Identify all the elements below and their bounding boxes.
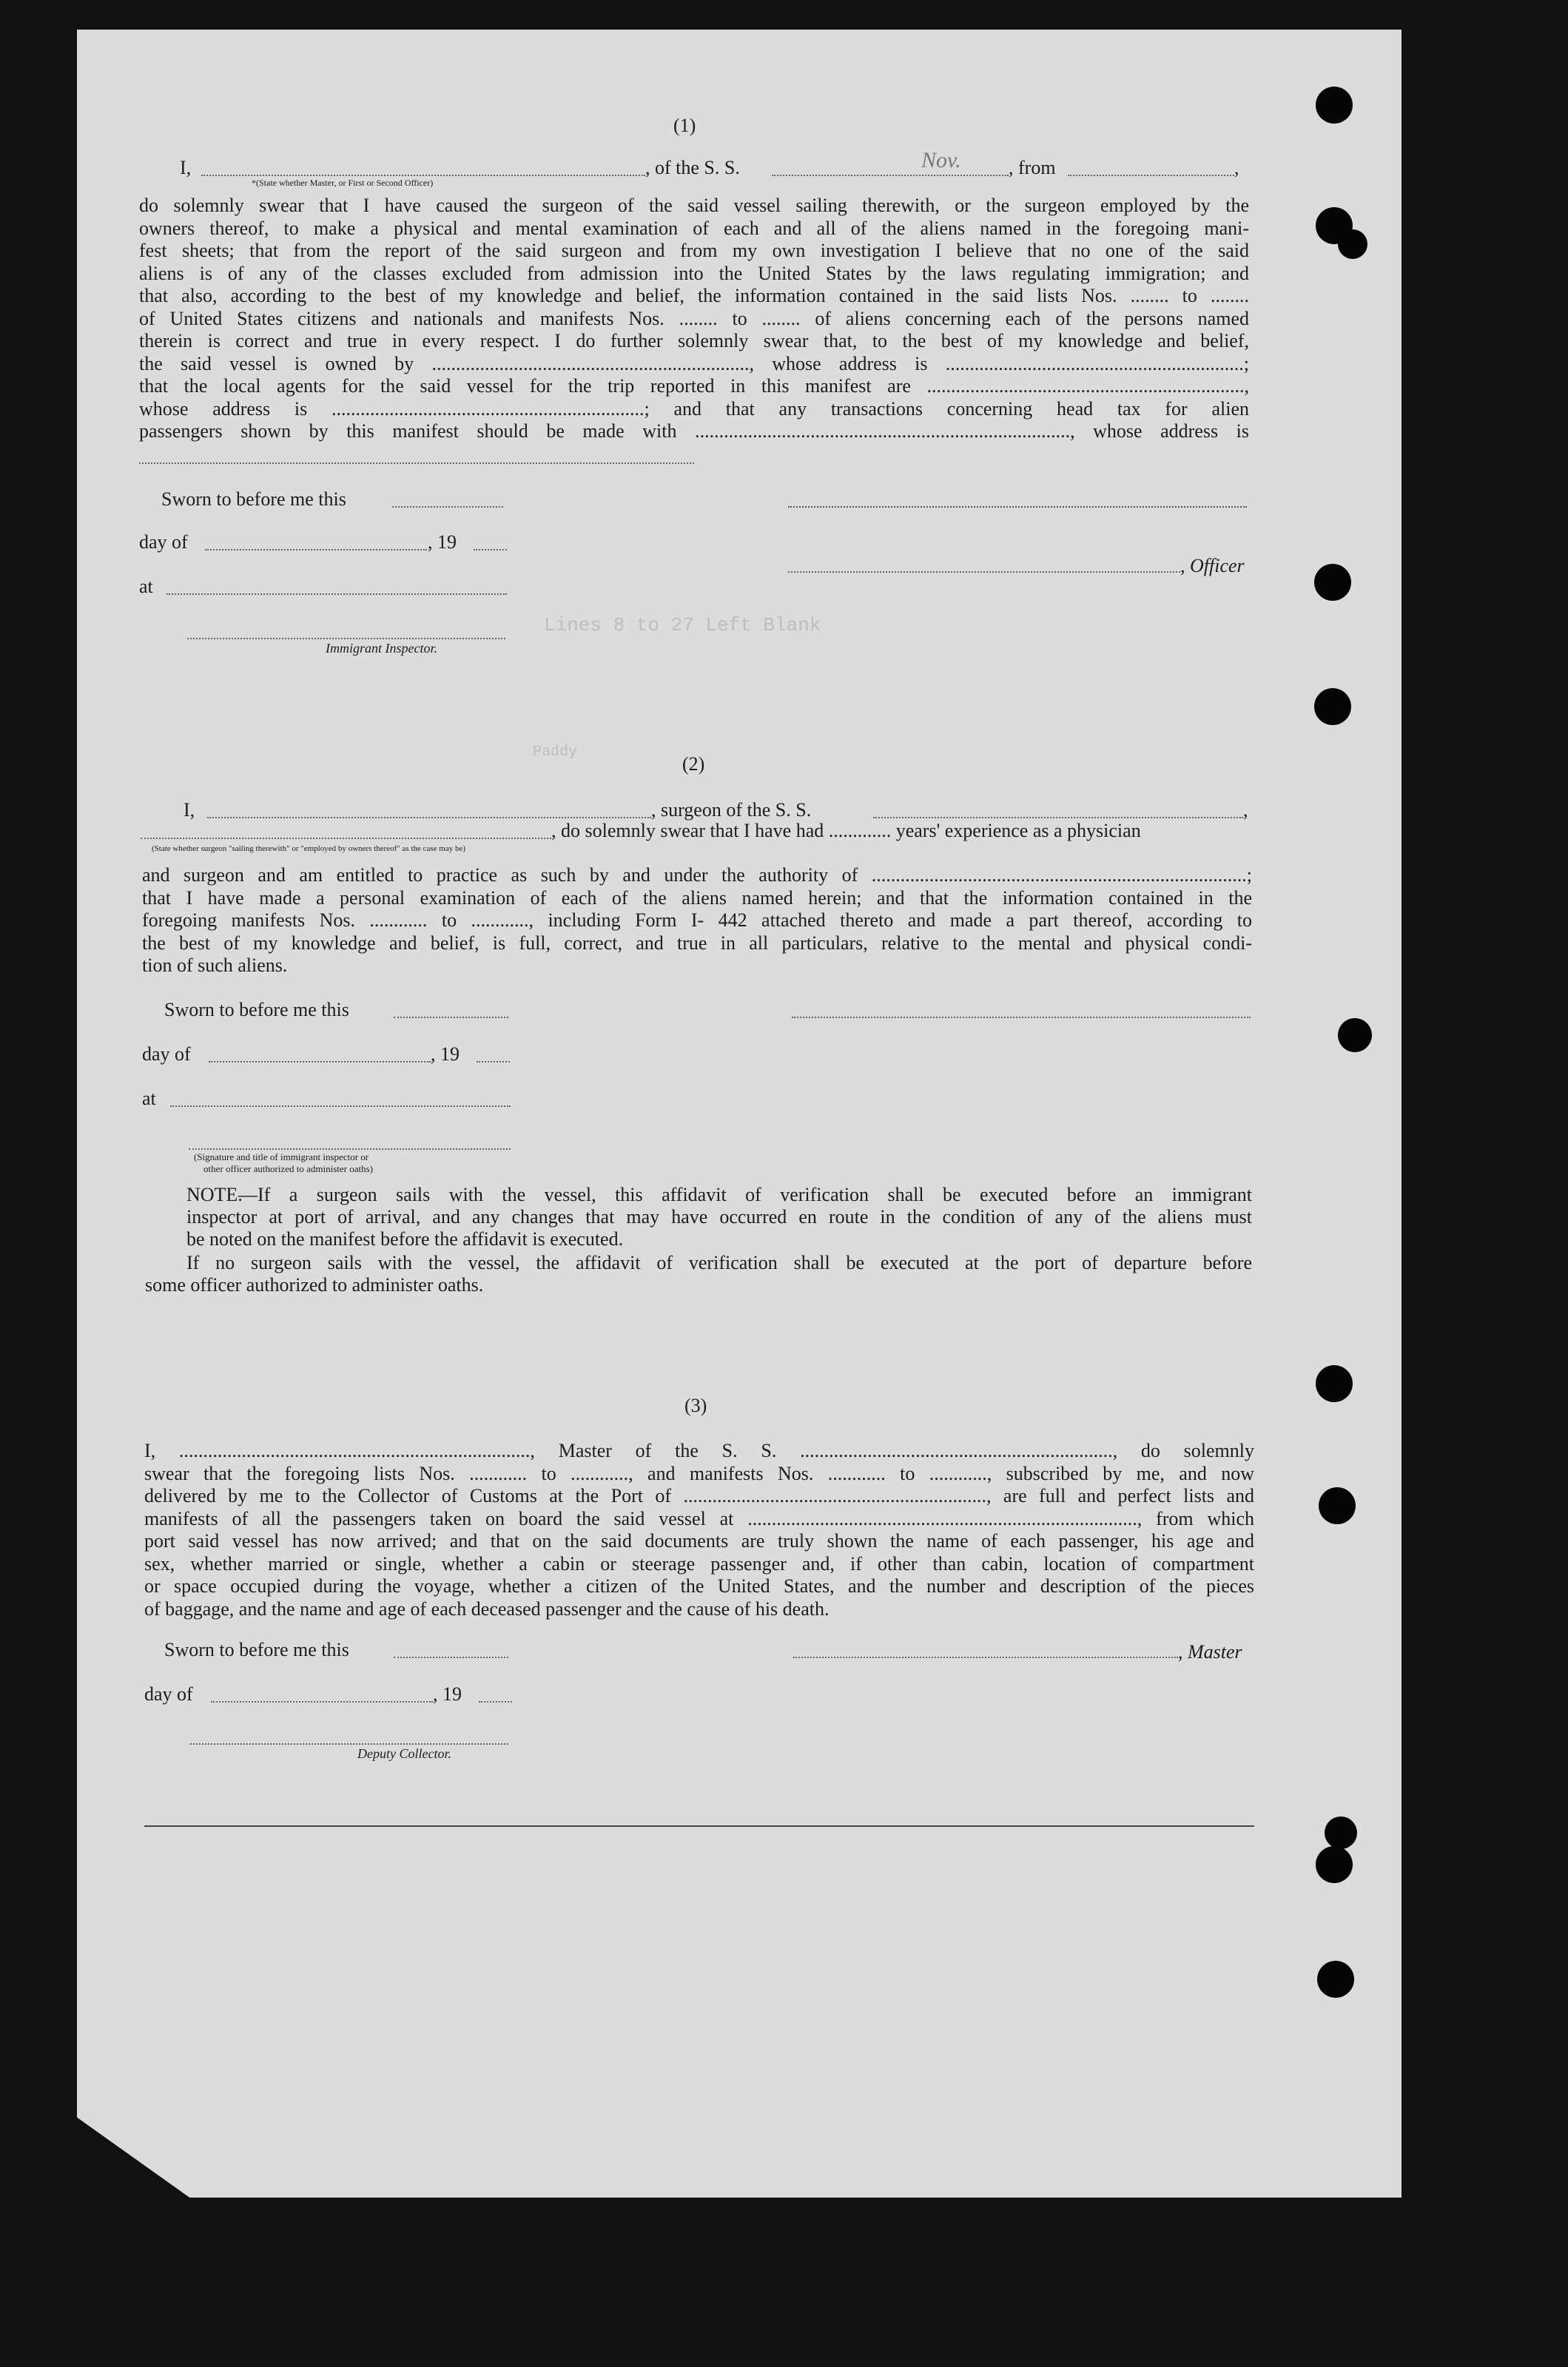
- punch-hole: [1314, 688, 1351, 725]
- paragraph-line: of baggage, and the name and age of each deceased passenger and the cause of his death.: [144, 1597, 830, 1620]
- section-number: (2): [682, 753, 705, 775]
- note-label: NOTE.: [186, 1184, 243, 1205]
- fill-line: [772, 175, 1009, 176]
- fill-line: [141, 838, 551, 839]
- officer-title-line: [788, 571, 1180, 573]
- year-label: , 19: [428, 531, 457, 553]
- paragraph-line: the said vessel is owned by .................................................................., whose address is ..............................................................;: [139, 352, 1249, 374]
- fill-line: [166, 593, 507, 595]
- inspector-signature-line: [189, 1148, 511, 1150]
- fill-line: [873, 817, 1243, 818]
- field-label: , of the S. S.: [645, 157, 740, 178]
- note-text: —If a surgeon sails with the vessel, this affidavit of verification shall be executed before an immigrant: [238, 1184, 1252, 1205]
- note-text: If no surgeon sails with the vessel, the affidavit of verification shall be executed at the port of departure before: [186, 1252, 1252, 1273]
- surgeon-signature-line: [792, 1017, 1251, 1018]
- punch-hole: [1314, 564, 1351, 601]
- paragraph-line: delivered by me to the Collector of Customs at the Port of ..............................................................., are full and perfect lists and: [144, 1485, 1254, 1506]
- deputy-collector-label: Deputy Collector.: [357, 1746, 451, 1761]
- bleed-through-text: Paddy: [533, 744, 578, 761]
- bottom-rule: [144, 1825, 1254, 1827]
- paragraph-line: that the local agents for the said vessel for the trip reported in this manifest are ..................................................................,: [139, 375, 1249, 397]
- punch-hole: [1317, 1961, 1354, 1998]
- paragraph-line: port said vessel has now arrived; and that on the said documents are truly shown the name of each passenger, his age and: [144, 1530, 1254, 1552]
- footnote: *(State whether Master, or First or Second Officer): [252, 178, 434, 188]
- paragraph-line: the best of my knowledge and belief, is full, correct, and true in all particulars, relative to the mental and physical condi-: [142, 932, 1252, 954]
- oath-paragraph: [139, 195, 1249, 443]
- note-text: be noted on the manifest before the affidavit is executed.: [186, 1228, 624, 1250]
- fill-line: [211, 1701, 433, 1703]
- fill-line: [207, 817, 651, 818]
- note-text: some officer authorized to administer oaths.: [145, 1274, 484, 1296]
- fill-line: [1068, 175, 1234, 176]
- fill-line: [477, 1061, 510, 1063]
- day-of-label: day of: [142, 1043, 191, 1065]
- paragraph-line: passengers shown by this manifest should be made with .............................................................................., whose address is: [139, 420, 1249, 442]
- field-label: ,: [1243, 799, 1248, 821]
- paragraph-line: tion of such aliens.: [142, 954, 288, 976]
- bleed-through-text: Lines 8 to 27 Left Blank: [544, 614, 821, 636]
- at-label: at: [139, 576, 153, 597]
- punch-hole: [1319, 1487, 1356, 1524]
- note-text: inspector at port of arrival, and any changes that may have occurred en route in the condition of any of the aliens must: [186, 1206, 1252, 1228]
- field-label: , from: [1009, 157, 1056, 178]
- oath-line: , do solemnly swear that I have had ............. years' experience as a physician: [551, 820, 1141, 841]
- paragraph-line: manifests of all the passengers taken on board the said vessel at ................................................................................., from which: [144, 1507, 1254, 1529]
- fill-line: [205, 549, 427, 550]
- fill-line: [394, 1657, 508, 1658]
- fill-line: [474, 549, 507, 550]
- collector-signature-line: [190, 1743, 508, 1745]
- punch-hole: [1325, 1817, 1357, 1849]
- field-label: I,: [180, 157, 192, 178]
- section-number: (1): [673, 115, 696, 136]
- paragraph-line: of United States citizens and nationals and manifests Nos. ........ to ........ of aliens concerning each of the persons named: [139, 307, 1249, 329]
- paragraph-line: foregoing manifests Nos. ............ to ............, including Form I- 442 attached thereto and made a part thereof, according to: [142, 909, 1252, 931]
- punch-hole: [1316, 1365, 1353, 1402]
- fill-line: [392, 506, 503, 508]
- at-label: at: [142, 1088, 156, 1109]
- section-number: (3): [684, 1395, 707, 1416]
- fill-line: [479, 1701, 512, 1703]
- paragraph-line: or space occupied during the voyage, whether a citizen of the United States, and the number and description of the pieces: [144, 1575, 1254, 1597]
- master-signature-line: [793, 1657, 1178, 1658]
- paragraph-line: and surgeon and am entitled to practice as such by and under the authority of ..............................................................................;: [142, 864, 1252, 886]
- fill-line: [201, 175, 645, 176]
- punch-hole: [1316, 87, 1353, 124]
- field-label: , surgeon of the S. S.: [651, 799, 812, 821]
- paragraph-line: therein is correct and true in every respect. I do further solemnly swear that, to the best of my knowledge and belief,: [139, 330, 1249, 351]
- paragraph-line: fest sheets; that from the report of the said surgeon and from my own investigation I believe that no one of the said: [139, 240, 1249, 261]
- inspector-signature-line: [187, 638, 505, 639]
- punch-hole: [1316, 1846, 1353, 1883]
- master-label: , Master: [1178, 1641, 1242, 1663]
- paragraph-line: owners thereof, to make a physical and mental examination of each and all of the aliens named in the foregoing mani-: [139, 217, 1249, 239]
- surgeon-paragraph: [142, 864, 1252, 977]
- fill-line: [394, 1017, 508, 1018]
- paragraph-line: whose address is .................................................................; and that any transactions concerning head tax for alien: [139, 397, 1249, 420]
- sworn-label: Sworn to before me this: [161, 488, 346, 510]
- day-of-label: day of: [144, 1683, 193, 1705]
- officer-label: , Officer: [1180, 555, 1245, 576]
- fill-line: [209, 1061, 431, 1063]
- fill-line: [170, 1105, 511, 1107]
- year-label: , 19: [431, 1043, 460, 1065]
- signature-note: (Signature and title of immigrant inspector or: [194, 1151, 369, 1162]
- inspector-label: Immigrant Inspector.: [326, 641, 437, 656]
- handwritten-entry: Nov.: [921, 148, 961, 172]
- paragraph-line: aliens is of any of the classes excluded from admission into the United States by the laws regulating immigration; and: [139, 262, 1249, 284]
- paragraph-line: do solemnly swear that I have caused the surgeon of the said vessel sailing therewith, or the surgeon employed by the: [139, 195, 1249, 216]
- field-label: I,: [184, 799, 195, 821]
- sworn-label: Sworn to before me this: [164, 999, 349, 1020]
- paragraph-line: that I have made a personal examination of each of the aliens named herein; and that the information contained in the: [142, 886, 1252, 909]
- paragraph-line: swear that the foregoing lists Nos. ............ to ............, and manifests Nos. ............ to ............, subscribed by me, and now: [144, 1462, 1254, 1484]
- signature-note: other officer authorized to administer oaths): [203, 1163, 373, 1174]
- fill-line: [139, 462, 694, 464]
- officer-signature-line: [788, 506, 1247, 508]
- paragraph-line: sex, whether married or single, whether a cabin or steerage passenger and, if other than cabin, location of compartment: [144, 1552, 1254, 1575]
- master-paragraph: [144, 1440, 1254, 1620]
- sworn-label: Sworn to before me this: [164, 1639, 349, 1660]
- punch-hole: [1338, 1018, 1372, 1052]
- day-of-label: day of: [139, 531, 188, 553]
- field-label: ,: [1234, 157, 1239, 178]
- punch-hole: [1338, 229, 1367, 259]
- year-label: , 19: [433, 1683, 462, 1705]
- footnote: (State whether surgeon "sailing therewith" or "employed by owners thereof" as the case may be): [152, 844, 466, 853]
- paragraph-line: I, ........................................................................., Master of the S. S. ................................................................., do solemnly: [144, 1440, 1254, 1461]
- paragraph-line: that also, according to the best of my knowledge and belief, the information contained in the said lists Nos. ........ to ........: [139, 285, 1249, 306]
